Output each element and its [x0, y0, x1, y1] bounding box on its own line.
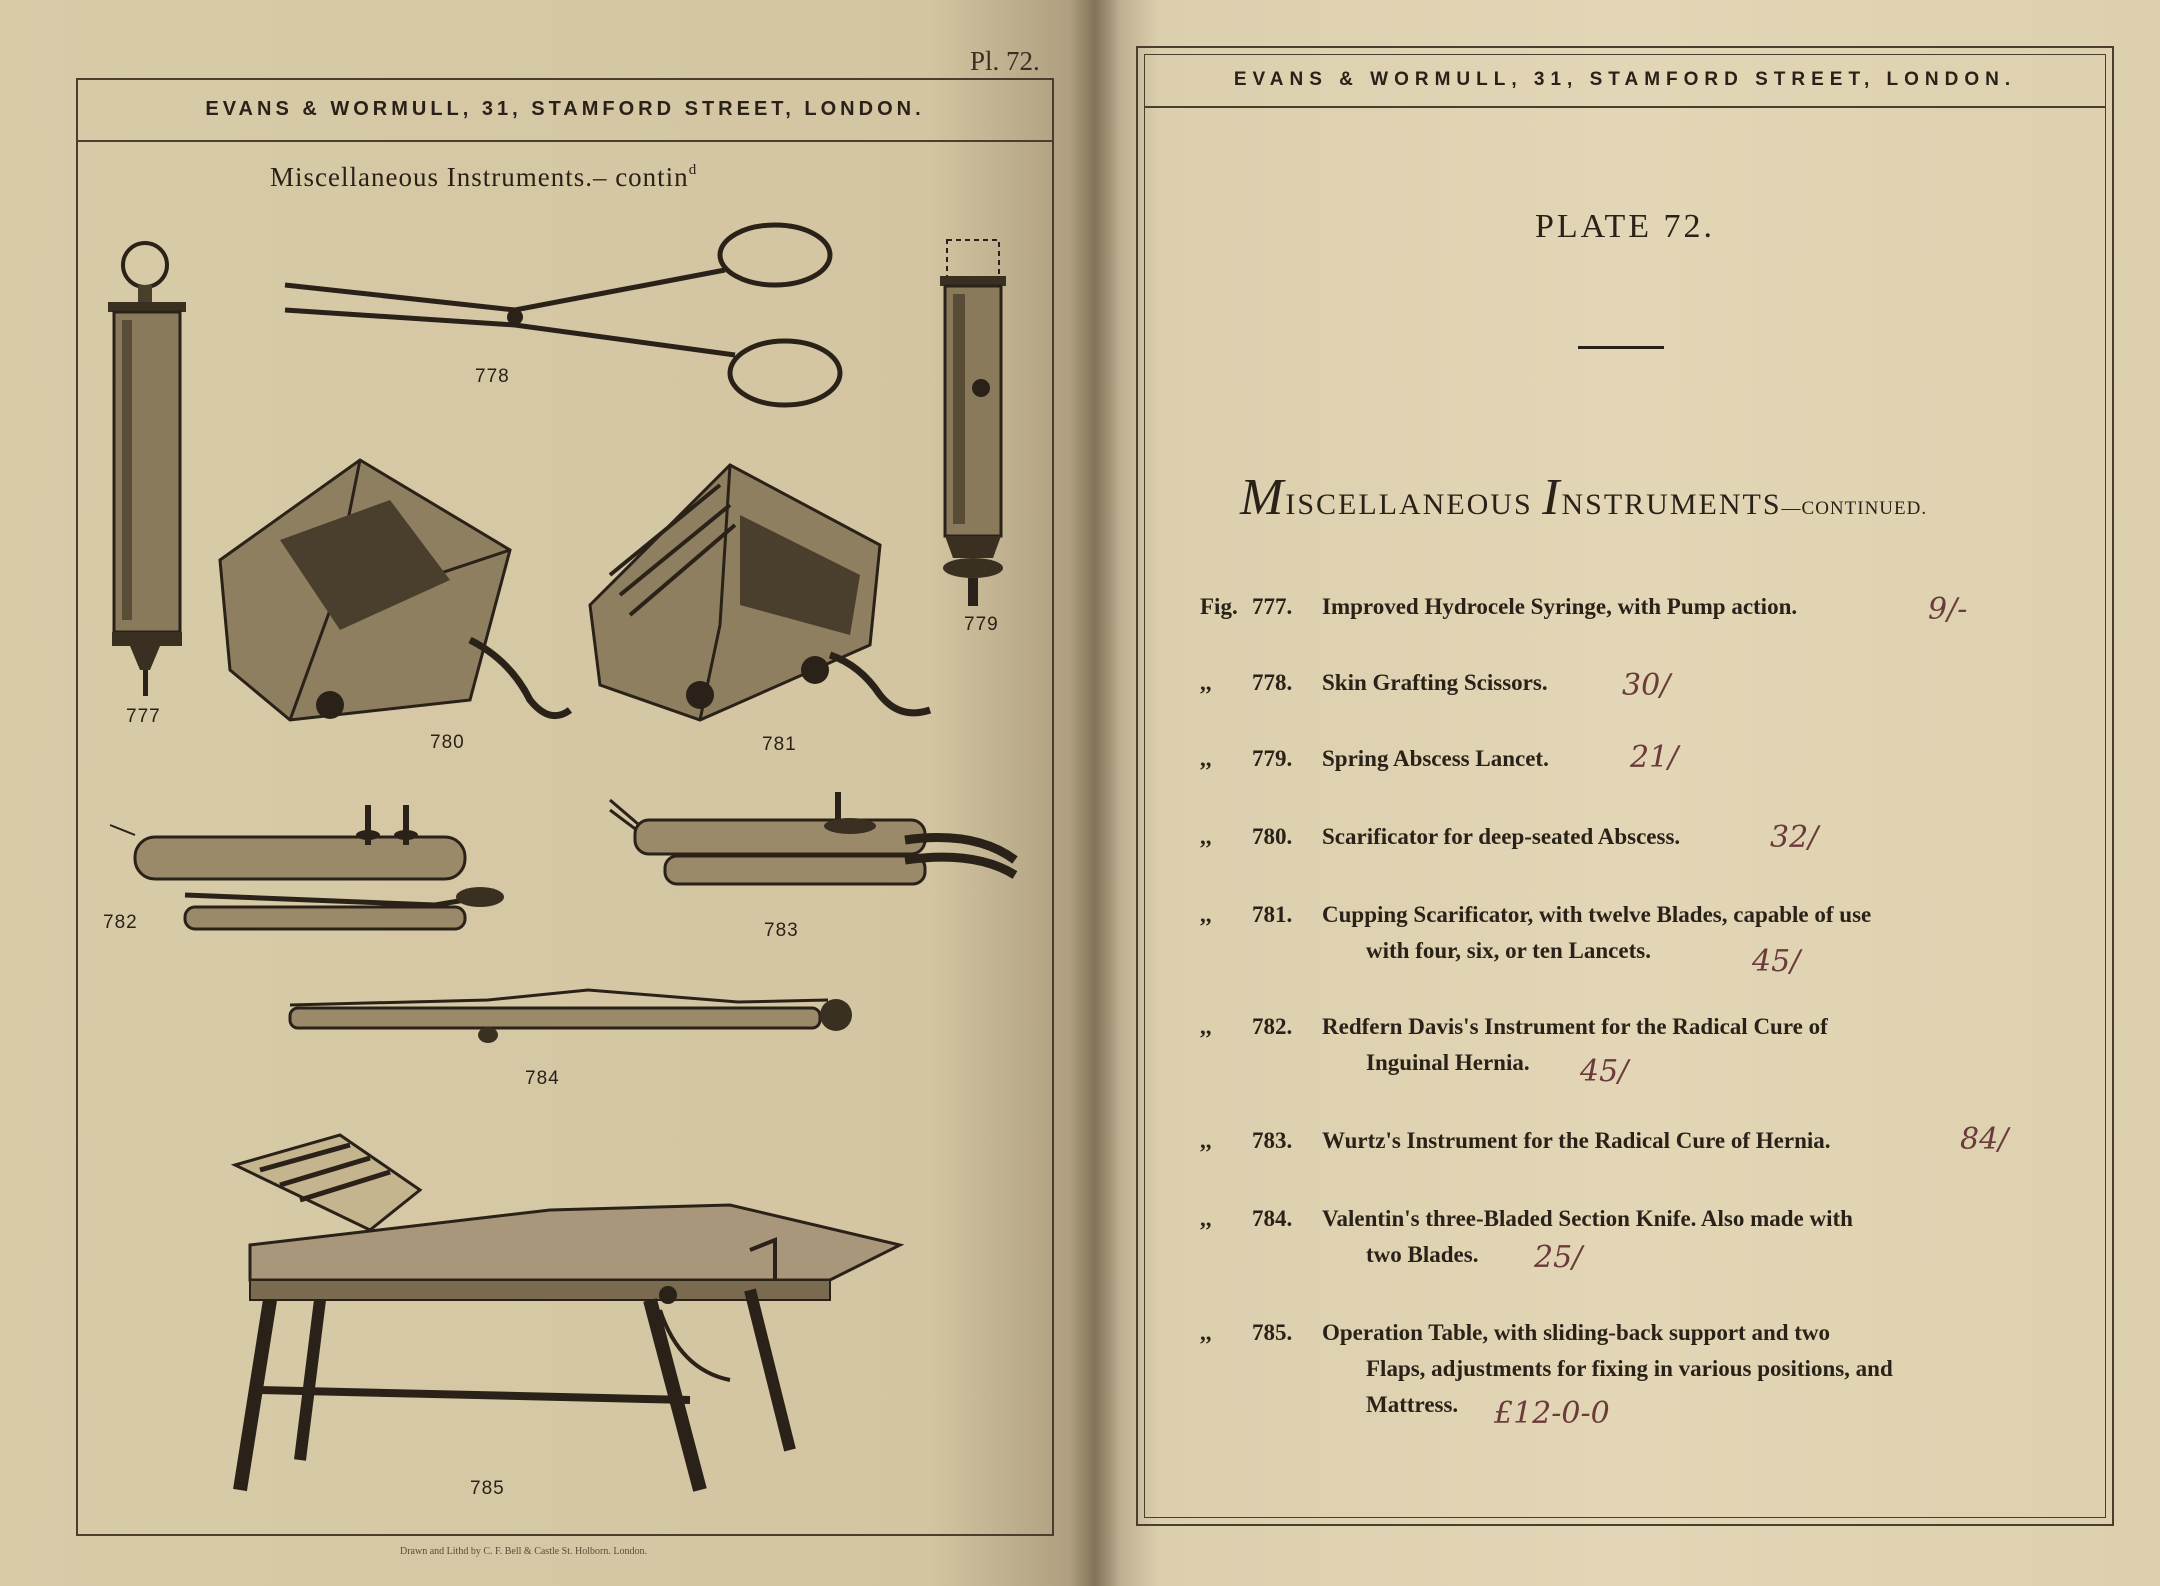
- entry-779: [1200, 746, 1549, 772]
- left-title-superscript: d: [688, 162, 698, 178]
- entry-text: Cupping Scarificator, with twelve Blades, capable of use: [1322, 902, 1872, 927]
- left-title-text: Miscellaneous Instruments.– contin: [270, 162, 689, 192]
- entry-782-line2: Inguinal Hernia.: [1366, 1050, 1530, 1075]
- figure-label-783: 783: [764, 920, 799, 941]
- entry-781-line2: with four, six, or ten Lancets.: [1366, 938, 1651, 963]
- scarificator-780-drawing: [210, 440, 580, 740]
- price-779: 21/: [1630, 740, 1679, 775]
- entry-783: [1200, 1128, 1831, 1154]
- entry-782: [1200, 1014, 1828, 1040]
- operation-table-785-drawing: [230, 1130, 920, 1500]
- figure-label-784: 784: [525, 1068, 560, 1089]
- figure-label-785: 785: [470, 1478, 505, 1499]
- section-title-part-a: ISCELLANEOUS: [1285, 488, 1543, 521]
- cupping-scarificator-781-drawing: [580, 455, 940, 725]
- entry-prefix: ,,: [1200, 746, 1212, 771]
- entry-778: [1200, 670, 1548, 696]
- entry-number: 782.: [1252, 1014, 1293, 1039]
- entry-number: 780.: [1252, 824, 1293, 849]
- entry-780: [1200, 824, 1680, 850]
- section-knife-784-drawing: [288, 980, 858, 1060]
- title-rule: [1578, 346, 1664, 349]
- entry-text: Improved Hydrocele Syringe, with Pump action.: [1322, 594, 1798, 619]
- entry-prefix: ,,: [1200, 902, 1212, 927]
- plate-number: Pl. 72.: [970, 46, 1040, 76]
- entry-text: Valentin's three-Bladed Section Knife. Also made with: [1322, 1206, 1853, 1231]
- plate-title: PLATE 72.: [1535, 208, 1715, 245]
- price-782: 45/: [1580, 1054, 1629, 1089]
- entry-prefix: ,,: [1200, 1320, 1212, 1345]
- entry-number: 777.: [1252, 594, 1293, 619]
- figure-label-782: 782: [103, 912, 138, 933]
- entry-prefix: ,,: [1200, 1014, 1212, 1039]
- entry-785: [1200, 1320, 1830, 1346]
- entry-text: Scarificator for deep-seated Abscess.: [1322, 824, 1681, 849]
- section-title: [1240, 468, 1927, 527]
- price-785: £12-0-0: [1494, 1396, 1610, 1431]
- entry-777: [1200, 594, 1797, 620]
- lancet-779-drawing: [935, 238, 1025, 608]
- scissors-778-drawing: [275, 215, 855, 415]
- entry-784: [1200, 1206, 1853, 1232]
- entry-number: 783.: [1252, 1128, 1293, 1153]
- right-inner-frame: [1144, 54, 2106, 1518]
- entry-text: Redfern Davis's Instrument for the Radical Cure of: [1322, 1014, 1828, 1039]
- hernia-instrument-783-drawing: [605, 790, 1025, 910]
- figure-label-780: 780: [430, 732, 465, 753]
- lithographer-credit: Drawn and Lithd by C. F. Bell & Castle St. Holborn. London.: [400, 1546, 647, 1557]
- figure-label-777: 777: [126, 706, 161, 727]
- entry-number: 785.: [1252, 1320, 1293, 1345]
- entry-prefix: Fig.: [1200, 594, 1238, 619]
- left-page-header: EVANS & WORMULL, 31, STAMFORD STREET, LONDON.: [76, 78, 1054, 142]
- section-title-initial-i: I: [1542, 469, 1562, 526]
- section-title-initial-m: M: [1240, 469, 1286, 526]
- entry-784-line2: two Blades.: [1366, 1242, 1479, 1267]
- section-title-continued: —CONTINUED.: [1781, 498, 1928, 519]
- entry-prefix: ,,: [1200, 1128, 1212, 1153]
- book-gutter: [1070, 0, 1120, 1586]
- price-778: 30/: [1622, 668, 1671, 703]
- entry-text: Skin Grafting Scissors.: [1322, 670, 1548, 695]
- entry-number: 781.: [1252, 902, 1293, 927]
- price-781: 45/: [1752, 944, 1801, 979]
- left-page-title: [270, 162, 697, 193]
- entry-text: Operation Table, with sliding-back support and two: [1322, 1320, 1831, 1345]
- hernia-instrument-782-drawing: [105, 795, 515, 945]
- price-784: 25/: [1534, 1240, 1583, 1275]
- entry-785-line3: Mattress.: [1366, 1392, 1459, 1417]
- figure-label-778: 778: [475, 366, 510, 387]
- entry-text: Wurtz's Instrument for the Radical Cure of Hernia.: [1322, 1128, 1831, 1153]
- price-780: 32/: [1770, 820, 1819, 855]
- entry-prefix: ,,: [1200, 824, 1212, 849]
- entry-text: Spring Abscess Lancet.: [1322, 746, 1549, 771]
- price-777: 9/-: [1928, 592, 1968, 627]
- price-783: 84/: [1960, 1122, 2009, 1157]
- syringe-777-drawing: [100, 240, 200, 700]
- entry-number: 778.: [1252, 670, 1293, 695]
- figure-label-781: 781: [762, 734, 797, 755]
- figure-label-779: 779: [964, 614, 999, 635]
- section-title-part-b: NSTRUMENTS: [1561, 488, 1782, 521]
- entry-785-line2: Flaps, adjustments for fixing in various positions, and: [1366, 1356, 1893, 1381]
- entry-prefix: ,,: [1200, 670, 1212, 695]
- right-page-header: EVANS & WORMULL, 31, STAMFORD STREET, LONDON.: [1144, 54, 2106, 108]
- entry-prefix: ,,: [1200, 1206, 1212, 1231]
- entry-781: [1200, 902, 1871, 928]
- entry-number: 779.: [1252, 746, 1293, 771]
- entry-number: 784.: [1252, 1206, 1293, 1231]
